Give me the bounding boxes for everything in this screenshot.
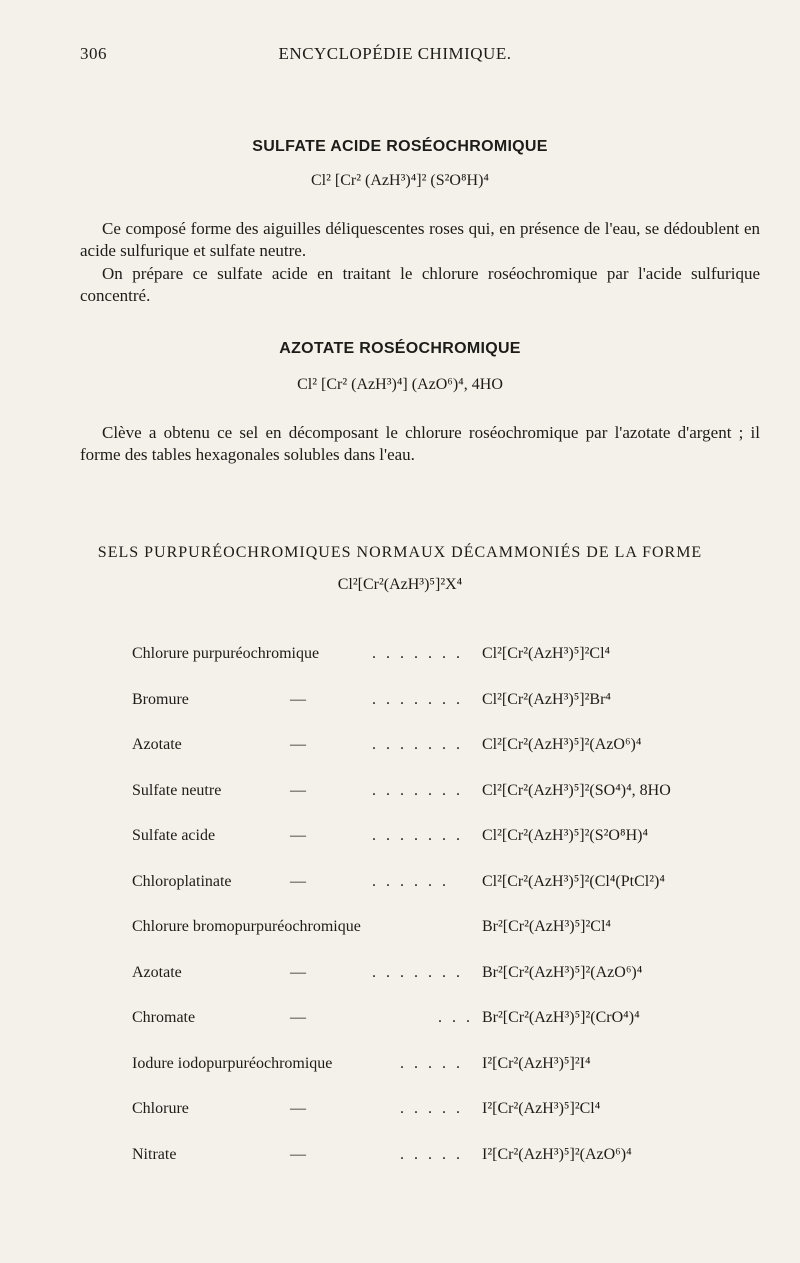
ditto-dash: — (290, 963, 306, 981)
salt-row (0, 782, 800, 806)
salt-name: Chlorure bromopurpuréochromique (132, 918, 361, 935)
salt-formula: Cl²[Cr²(AzH³)⁵]²(S²O⁸H)⁴ (482, 827, 649, 844)
paragraph-1-text: Ce composé forme des aiguilles déliquescentes roses qui, en présence de l'eau, se dédoublent en acide sulfurique et sulfate neutre. (80, 219, 760, 260)
leader-dots: . . . . . . . (372, 645, 463, 662)
salt-row (0, 1055, 800, 1079)
salt-name: Chlorure purpuréochromique (132, 645, 320, 662)
salt-name: Bromure (132, 690, 189, 708)
salt-formula: Cl²[Cr²(AzH³)⁵]²(AzO⁶)⁴ (482, 736, 642, 753)
section-title-azotate: AZOTATE ROSÉOCHROMIQUE (279, 340, 521, 357)
paragraph-3-text: Clève a obtenu ce sel en décomposant le chlorure roséochromique par l'azotate d'argent ; il forme des tables hexagonales solubles dans l'eau. (80, 423, 760, 464)
salt-name: Chlorure (132, 1100, 189, 1117)
salt-row (0, 645, 800, 669)
paragraph-2-text: On prépare ce sulfate acide en traitant le chlorure roséochromique par l'acide sulfurique concentré. (80, 264, 760, 305)
salt-formula: Br²[Cr²(AzH³)⁵]²Cl⁴ (482, 918, 611, 935)
formula-sulfate-acide: Cl² [Cr² (AzH³)⁴]² (S²O⁸H)⁴ (310, 172, 490, 189)
running-title: ENCYCLOPÉDIE CHIMIQUE. (278, 44, 512, 63)
ditto-dash: — (290, 781, 306, 799)
salt-row (0, 964, 800, 988)
salt-row (0, 1146, 800, 1170)
leader-dots: . . . (438, 1009, 473, 1026)
salt-row (0, 1100, 800, 1124)
salt-name: Azotate (132, 736, 182, 753)
leader-dots: . . . . . (400, 1054, 463, 1072)
salt-name: Azotate (132, 963, 182, 981)
ditto-dash: — (290, 1009, 306, 1026)
salt-formula: Cl²[Cr²(AzH³)⁵]²Br⁴ (482, 690, 611, 708)
salt-formula: I²[Cr²(AzH³)⁵]²(AzO⁶)⁴ (482, 1145, 632, 1163)
ditto-dash: — (290, 690, 306, 708)
ditto-dash: — (290, 827, 306, 844)
leader-dots: . . . . . . (372, 872, 449, 890)
salt-name: Iodure iodopurpuréochromique (132, 1054, 333, 1072)
salt-name: Nitrate (132, 1145, 177, 1163)
salt-formula: Br²[Cr²(AzH³)⁵]²(AzO⁶)⁴ (482, 963, 643, 981)
page-number: 306 (80, 44, 107, 63)
salt-formula: Cl²[Cr²(AzH³)⁵]²Cl⁴ (482, 645, 611, 662)
section-title-sulfate-acide: SULFATE ACIDE ROSÉOCHROMIQUE (252, 138, 548, 155)
salt-formula: Br²[Cr²(AzH³)⁵]²(CrO⁴)⁴ (482, 1009, 640, 1026)
ditto-dash: — (290, 1100, 306, 1117)
salt-formula: I²[Cr²(AzH³)⁵]²Cl⁴ (482, 1100, 601, 1117)
salt-name: Sulfate acide (132, 827, 216, 844)
leader-dots: . . . . . (400, 1145, 463, 1163)
leader-dots: . . . . . . . (372, 781, 463, 799)
salt-row (0, 873, 800, 897)
salt-name: Sulfate neutre (132, 781, 222, 799)
salt-name: Chloroplatinate (132, 872, 232, 890)
salt-formula: I²[Cr²(AzH³)⁵]²I⁴ (482, 1054, 591, 1072)
section-title-purpureochromiques: SELS PURPURÉOCHROMIQUES NORMAUX DÉCAMMONIÉS DE LA FORME (97, 544, 703, 561)
leader-dots: . . . . . . . (372, 690, 463, 708)
salt-row (0, 1009, 800, 1033)
page-header (80, 44, 760, 64)
salt-row (0, 827, 800, 851)
leader-dots: . . . . . (400, 1100, 463, 1117)
formula-purpureochromiques: Cl²[Cr²(AzH³)⁵]²X⁴ (337, 576, 463, 593)
salt-row (0, 918, 800, 942)
salt-formula: Cl²[Cr²(AzH³)⁵]²(Cl⁴(PtCl²)⁴ (482, 872, 665, 890)
paragraph-2 (80, 263, 760, 307)
formula-azotate: Cl² [Cr² (AzH³)⁴] (AzO⁶)⁴, 4HO (297, 376, 503, 393)
leader-dots: . . . . . . . (372, 827, 463, 844)
paragraph-1 (80, 218, 760, 262)
ditto-dash: — (290, 872, 306, 890)
leader-dots: . . . . . . . (372, 736, 463, 753)
leader-dots: . . . . . . . (372, 963, 463, 981)
ditto-dash: — (290, 736, 306, 753)
paragraph-3 (80, 422, 760, 466)
salt-row (0, 691, 800, 715)
salt-row (0, 736, 800, 760)
salt-formula: Cl²[Cr²(AzH³)⁵]²(SO⁴)⁴, 8HO (482, 781, 671, 799)
ditto-dash: — (290, 1145, 306, 1163)
salt-name: Chromate (132, 1009, 196, 1026)
